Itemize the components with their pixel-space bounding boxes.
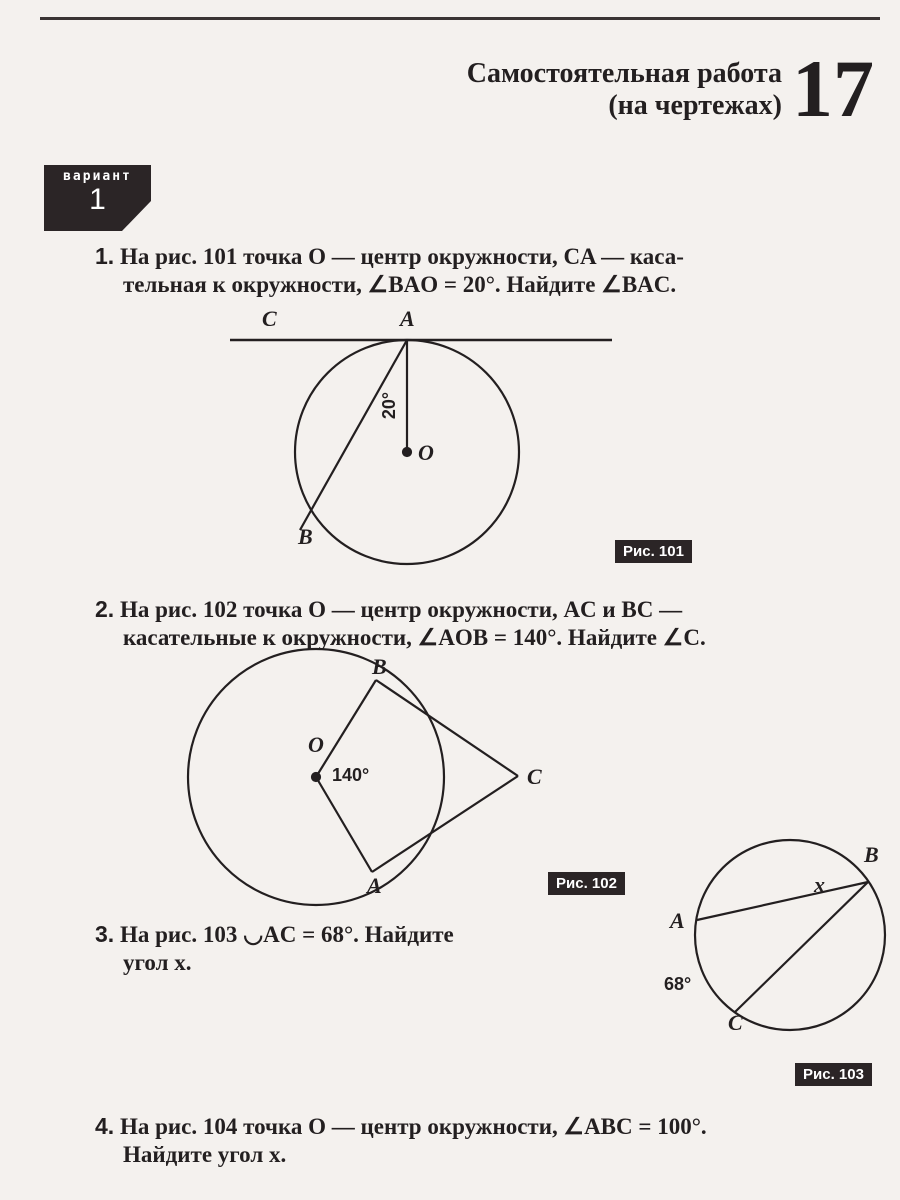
figure-103: [695, 840, 885, 1030]
point-label-o: O: [418, 440, 434, 465]
point-label-c: C: [527, 764, 542, 789]
angle-label: 20°: [379, 391, 400, 420]
radius-ob: [316, 680, 376, 777]
task-text: На рис. 101 точка O — центр окружности, CA — каса-: [119, 244, 684, 269]
chord-cb: [735, 882, 868, 1012]
title-line-1: Самостоятельная работа: [466, 58, 782, 89]
task-text: угол x.: [123, 950, 192, 975]
task-text: Найдите угол x.: [123, 1142, 287, 1167]
tangent-ac: [372, 776, 518, 872]
task-text: На рис. 104 точка O — центр окружности, ∠ABC = 100°.: [119, 1114, 707, 1139]
point-label-o: O: [308, 732, 324, 757]
point-label-c: C: [728, 1010, 743, 1035]
work-number: 17: [792, 43, 874, 134]
task-text: касательные к окружности, ∠AOB = 140°. Найдите ∠C.: [123, 625, 706, 650]
variant-label: вариант: [63, 169, 132, 184]
task-text: На рис. 102 точка O — центр окружности, AC и BC —: [119, 597, 683, 622]
chord-ab: [697, 882, 868, 920]
point-label-b: B: [372, 654, 387, 679]
task-text: На рис. 103 ◡AC = 68°. Найдите: [119, 922, 454, 947]
figure-caption: Рис. 101: [615, 540, 692, 563]
center-point: [312, 773, 320, 781]
title-line-2: (на чертежах): [608, 90, 782, 121]
arc-label: 68°: [664, 974, 692, 994]
figure-caption: Рис. 102: [548, 872, 625, 895]
point-label-a: A: [670, 908, 685, 933]
task-number: 2.: [95, 596, 115, 622]
tangent-bc: [376, 680, 518, 776]
variant-number: 1: [89, 183, 106, 216]
task-number: 3.: [95, 921, 115, 947]
radius-oa: [316, 777, 372, 872]
point-label-b: B: [864, 842, 879, 867]
angle-label-x: x: [814, 872, 825, 897]
circle: [695, 840, 885, 1030]
task-number: 4.: [95, 1113, 115, 1139]
point-label-b: B: [298, 524, 313, 549]
angle-label: 140°: [332, 765, 370, 785]
point-label-c: C: [262, 306, 277, 331]
task-text: тельная к окружности, ∠BAO = 20°. Найдите ∠BAC.: [123, 272, 677, 297]
center-point: [403, 448, 411, 456]
point-label-a: A: [400, 306, 415, 331]
task-number: 1.: [95, 243, 115, 269]
chord-ab: [300, 340, 407, 530]
point-label-a: A: [367, 873, 382, 898]
figure-caption: Рис. 103: [795, 1063, 872, 1086]
